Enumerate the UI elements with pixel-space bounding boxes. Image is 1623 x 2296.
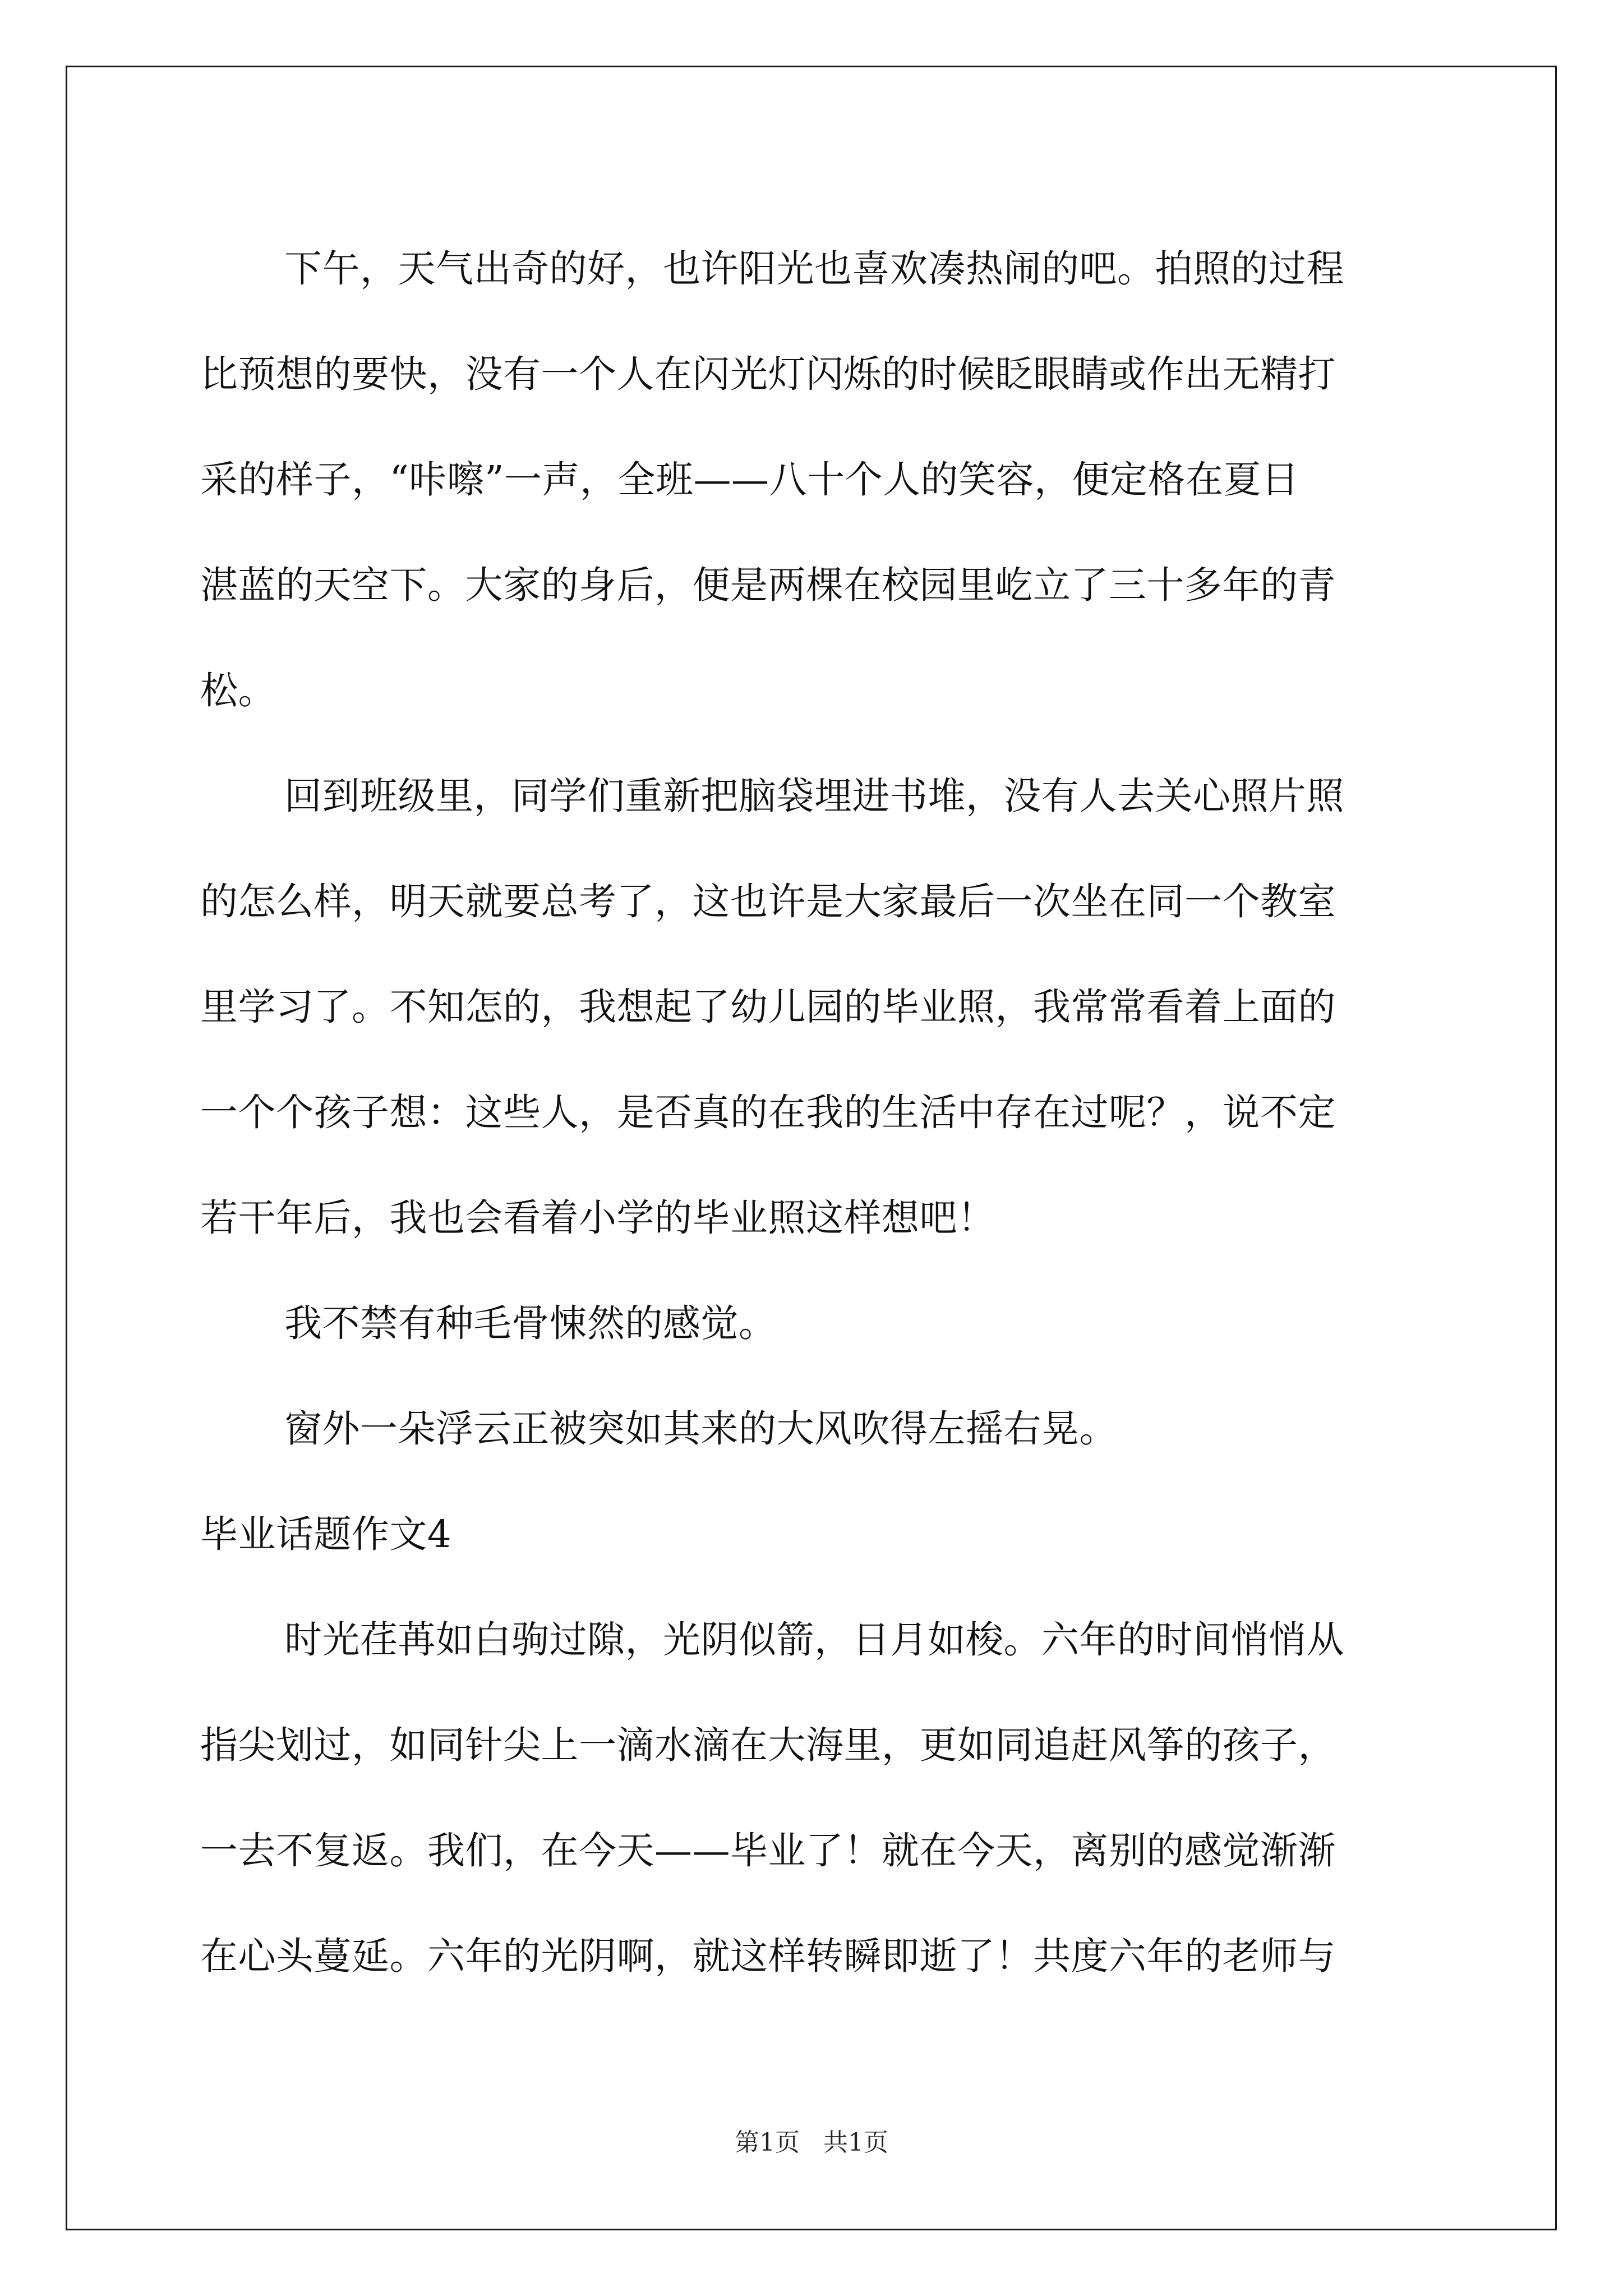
text-line: 在心头蔓延。六年的光阴啊，就这样转瞬即逝了！共度六年的老师与	[200, 1934, 1336, 1978]
document-body	[200, 216, 1423, 2009]
text-line: 时光荏苒如白驹过隙，光阴似箭，日月如梭。六年的时间悄悄从	[284, 1618, 1344, 1662]
paragraph	[200, 1376, 1423, 1481]
text-line: 的怎么样，明天就要总考了，这也许是大家最后一次坐在同一个教室	[200, 880, 1336, 923]
text-line: 我不禁有种毛骨悚然的感觉。	[284, 1301, 777, 1345]
page-footer: 第1页 共1页	[735, 2128, 888, 2157]
paragraph	[200, 1271, 1423, 1376]
text-line: 窗外一朵浮云正被突如其来的大风吹得左摇右晃。	[284, 1407, 1117, 1451]
text-line: 比预想的要快，没有一个人在闪光灯闪烁的时候眨眼睛或作出无精打	[200, 352, 1336, 396]
text-line: 下午，天气出奇的好，也许阳光也喜欢凑热闹的吧。拍照的过程	[284, 247, 1344, 291]
text-line: 指尖划过，如同针尖上一滴水滴在大海里，更如同追赶风筝的孩子，	[200, 1723, 1336, 1767]
text-line: 湛蓝的天空下。大家的身后，便是两棵在校园里屹立了三十多年的青	[200, 563, 1336, 607]
text-line: 一去不复返。我们，在今天——毕业了！就在今天，离别的感觉渐渐	[200, 1829, 1336, 1872]
section-heading	[200, 1481, 1423, 1587]
text-line: 松。	[200, 669, 276, 712]
text-line: 里学习了。不知怎的，我想起了幼儿园的毕业照，我常常看着上面的	[200, 985, 1336, 1029]
paragraph	[200, 743, 1423, 1271]
text-line: 若干年后，我也会看着小学的毕业照这样想吧！	[200, 1196, 995, 1240]
text-line: 毕业话题作文4	[200, 1512, 452, 1556]
text-line: 采的样子，“咔嚓”一声，全班——八十个人的笑容，便定格在夏日	[200, 458, 1299, 501]
text-line: 回到班级里，同学们重新把脑袋埋进书堆，没有人去关心照片照	[284, 774, 1344, 818]
paragraph	[200, 1587, 1423, 2009]
text-line: 一个个孩子想：这些人，是否真的在我的生活中存在过呢？，说不定	[200, 1091, 1336, 1134]
paragraph	[200, 216, 1423, 743]
